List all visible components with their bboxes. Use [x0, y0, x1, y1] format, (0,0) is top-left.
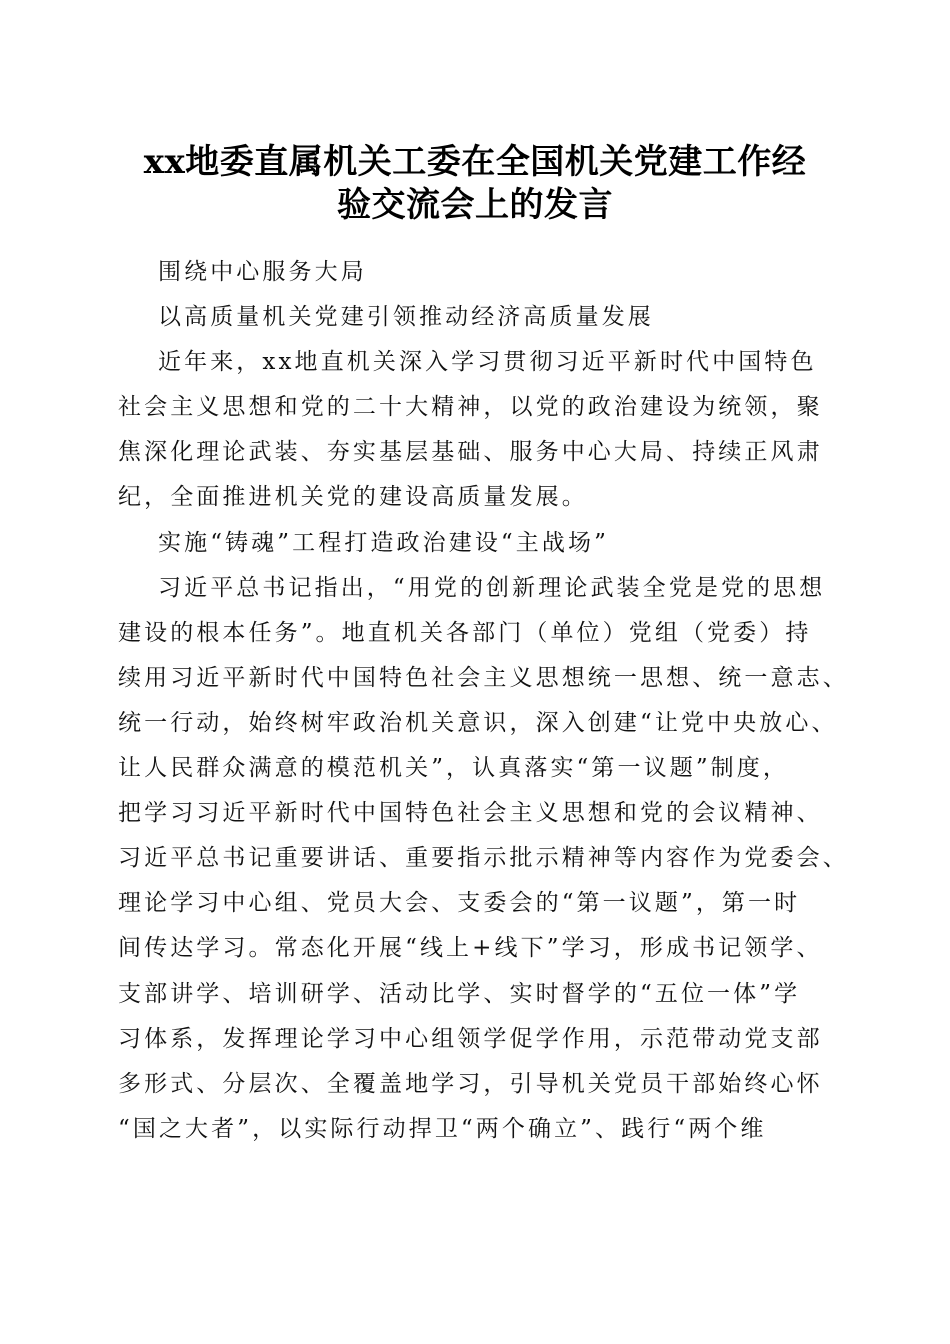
paragraph-line: 社会主义思想和党的二十大精神，以党的政治建设为统领，聚: [118, 394, 823, 421]
paragraph-line: 近年来，xx地直机关深入学习贯彻习近平新时代中国特色: [158, 349, 817, 376]
paragraph-line: 支部讲学、培训研学、活动比学、实时督学的“五位一体”学: [118, 980, 801, 1007]
paragraph-line: 建设的根本任务”。地直机关各部门（单位）党组（党委）持: [118, 619, 812, 646]
paragraph-line: 续用习近平新时代中国特色社会主义思想统一思想、统一意志、: [118, 664, 849, 691]
document-title-line-2: 验交流会上的发言: [337, 185, 613, 225]
paragraph-line: 多形式、分层次、全覆盖地学习，引导机关党员干部始终心怀: [118, 1070, 823, 1097]
paragraph-line: 习体系，发挥理论学习中心组领学促学作用，示范带动党支部: [118, 1025, 823, 1052]
paragraph-line: “国之大者”，以实际行动捍卫“两个确立”、践行“两个维: [118, 1115, 767, 1142]
subtitle-line-2: 以高质量机关党建引领推动经济高质量发展: [158, 304, 654, 331]
section-heading: 实施“铸魂”工程打造政治建设“主战场”: [158, 529, 609, 556]
paragraph-line: 让人民群众满意的模范机关”，认真落实“第一议题”制度，: [118, 755, 789, 782]
paragraph-line: 间传达学习。常态化开展“线上+线下”学习，形成书记领学、: [118, 935, 823, 962]
paragraph-line: 纪，全面推进机关党的建设高质量发展。: [118, 484, 588, 511]
paragraph-line: 焦深化理论武装、夯实基层基础、服务中心大局、持续正风肃: [118, 439, 823, 466]
subtitle-line-1: 围绕中心服务大局: [158, 259, 367, 285]
paragraph-line: 习近平总书记重要讲话、重要指示批示精神等内容作为党委会、: [118, 845, 849, 872]
document-title-line-1: xx地委直属机关工委在全国机关党建工作经: [143, 142, 807, 182]
paragraph-line: 把学习习近平新时代中国特色社会主义思想和党的会议精神、: [118, 800, 823, 827]
paragraph-line: 习近平总书记指出，“用党的创新理论武装全党是党的思想: [158, 574, 826, 601]
paragraph-line: 统一行动，始终树牢政治机关意识，深入创建“让党中央放心、: [118, 709, 838, 736]
document-body: [118, 250, 849, 1152]
paragraph-line: 理论学习中心组、党员大会、支委会的“第一议题”，第一时: [118, 890, 801, 917]
